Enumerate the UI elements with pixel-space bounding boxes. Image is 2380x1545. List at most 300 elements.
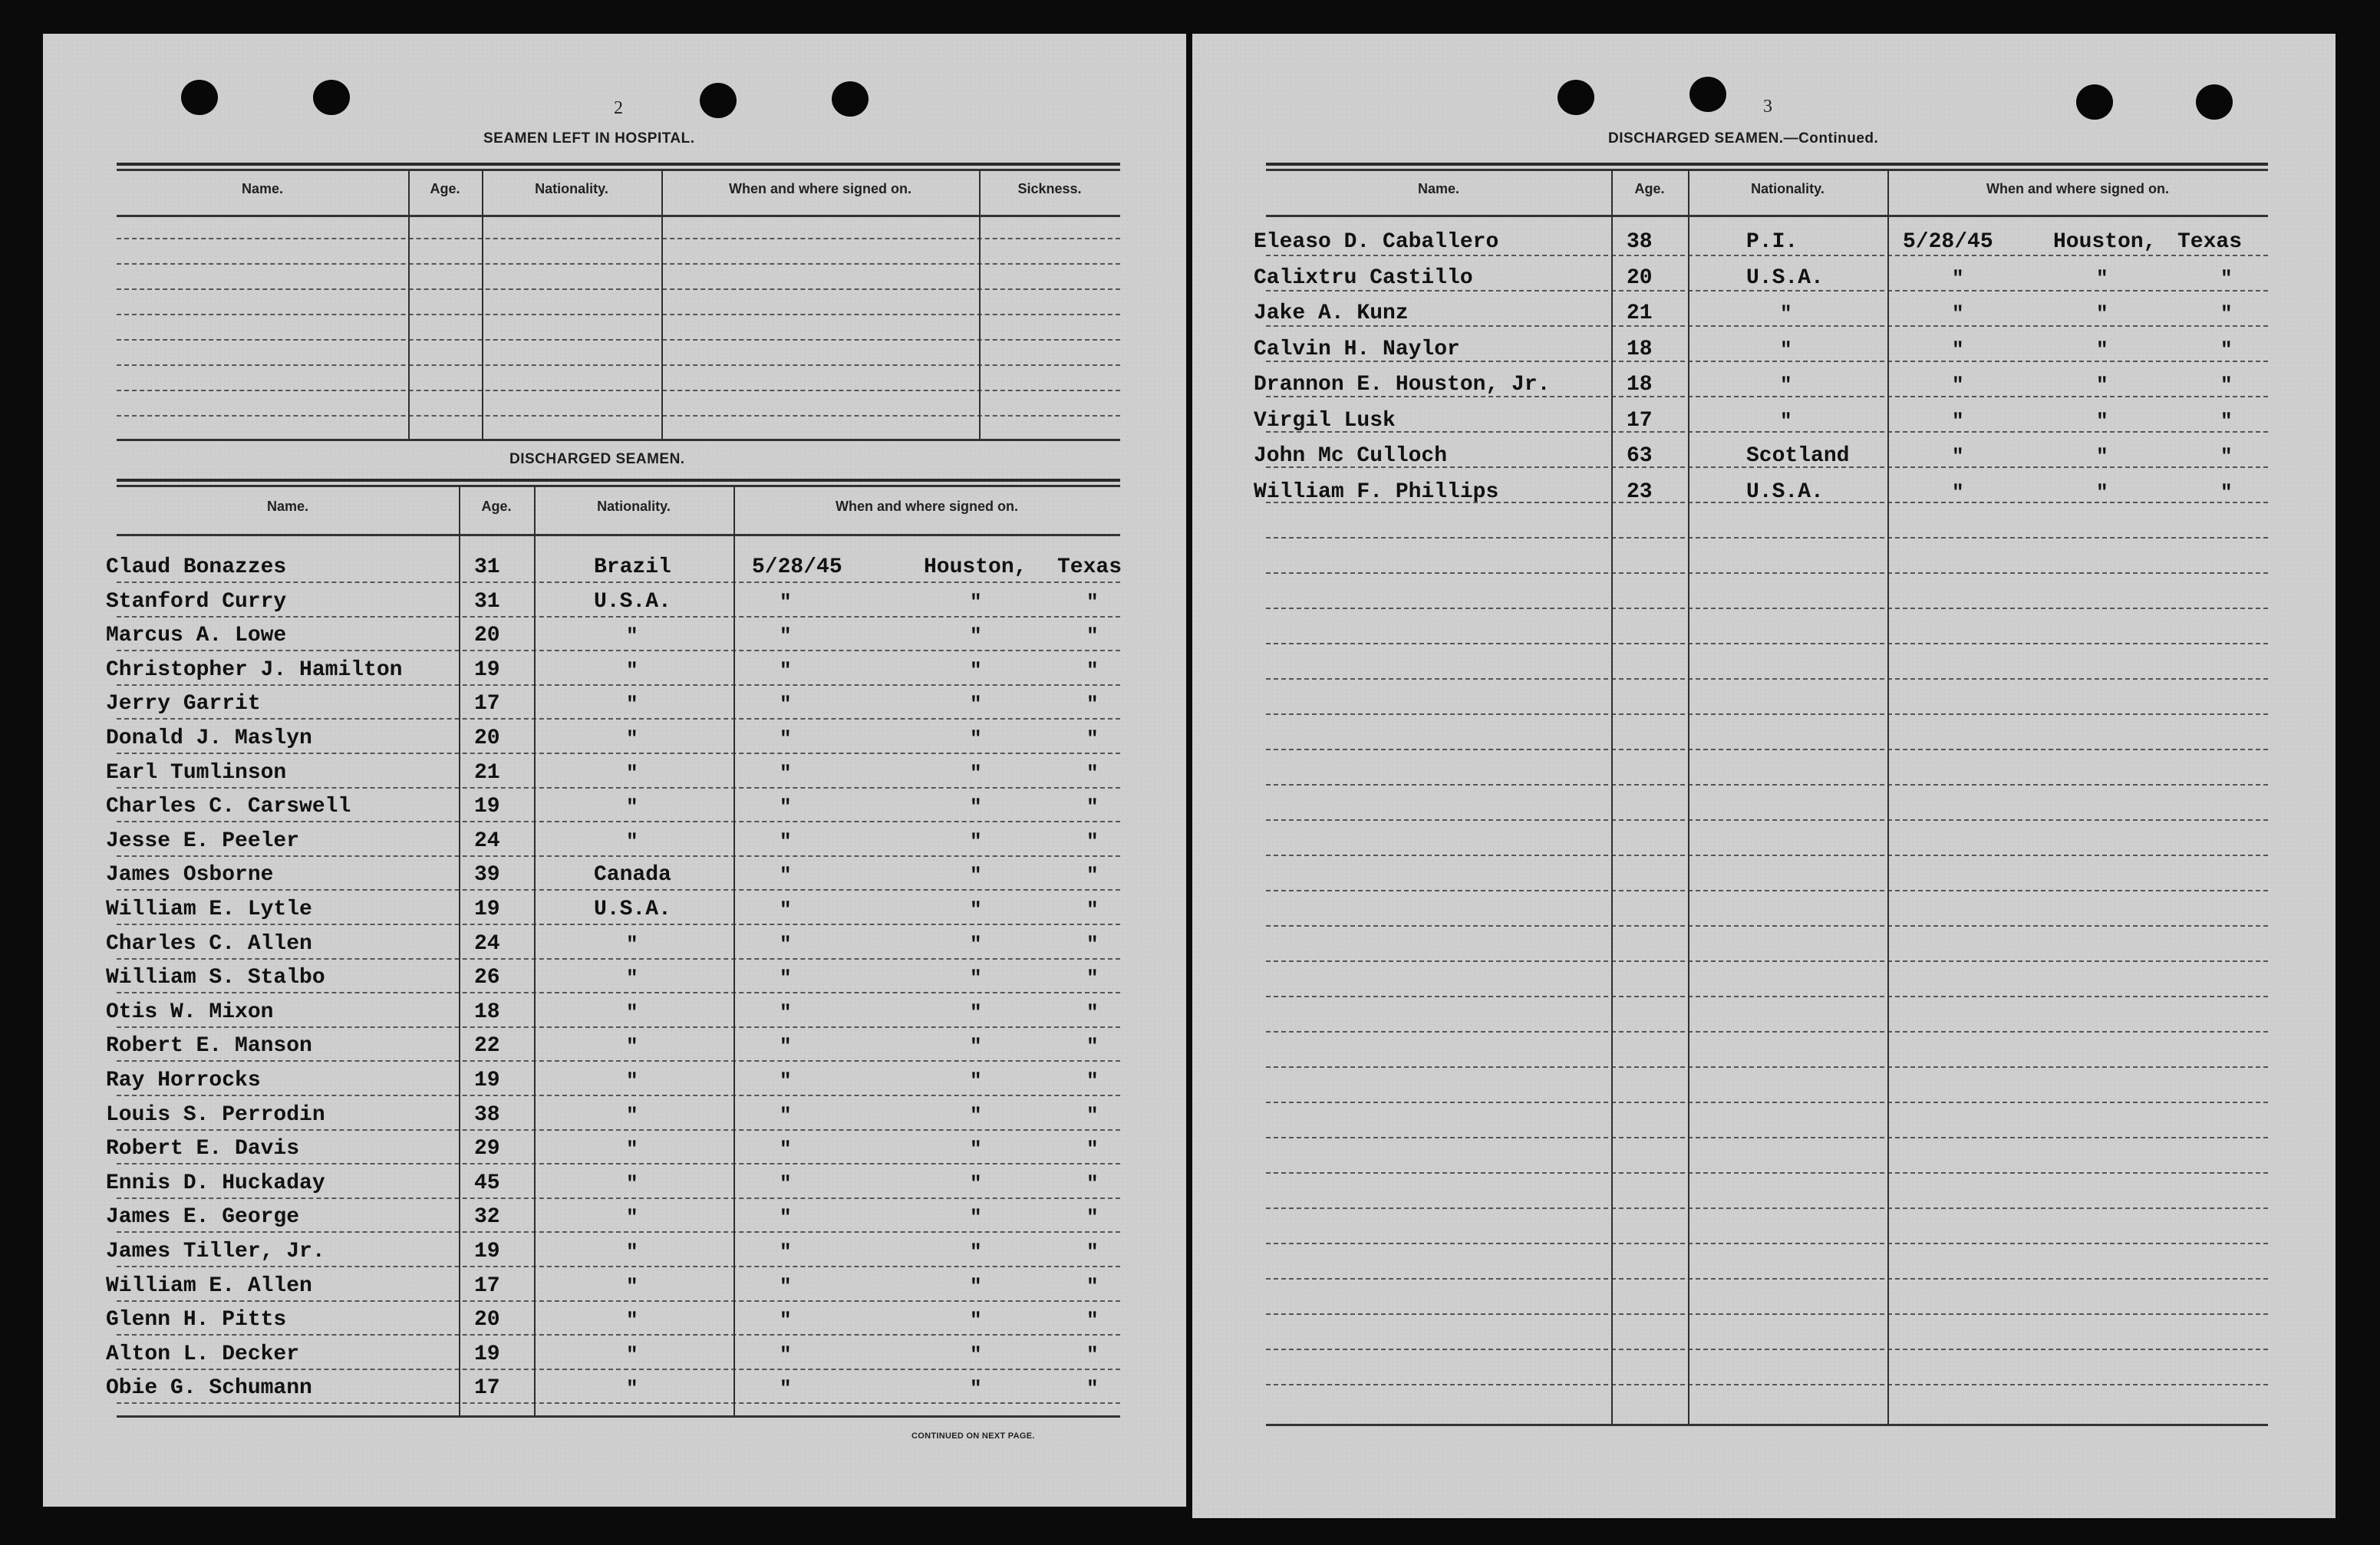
signed-on-city: " xyxy=(2096,338,2108,361)
signed-on-state: " xyxy=(2220,410,2233,433)
table-rule xyxy=(117,787,1120,789)
signed-on-date: " xyxy=(1952,374,1964,397)
column-divider xyxy=(733,486,735,1415)
signed-on-city: Houston, xyxy=(2053,230,2157,254)
punch-hole xyxy=(1689,77,1726,112)
seaman-name: Christopher J. Hamilton xyxy=(106,658,403,682)
table-rule xyxy=(117,1060,1120,1062)
table-rule xyxy=(117,163,1120,166)
signed-on-state: " xyxy=(1086,1001,1099,1024)
signed-on-state: " xyxy=(2220,374,2233,397)
table-rule xyxy=(117,924,1120,925)
table-rule xyxy=(1266,749,2268,750)
signed-on-date: " xyxy=(780,693,792,716)
seaman-name: William E. Lytle xyxy=(106,898,312,921)
signed-on-date: " xyxy=(780,727,792,750)
signed-on-state: " xyxy=(2220,445,2233,468)
table-rule xyxy=(1266,290,2268,292)
seaman-name: Ray Horrocks xyxy=(106,1069,261,1092)
signed-on-city: " xyxy=(970,1138,982,1161)
seaman-age: 18 xyxy=(474,1000,500,1024)
seaman-name: Robert E. Manson xyxy=(106,1034,312,1058)
seaman-name: Marcus A. Lowe xyxy=(106,624,287,647)
seaman-name: James E. George xyxy=(106,1205,300,1229)
seaman-age: 20 xyxy=(474,1308,500,1332)
signed-on-city: " xyxy=(970,1069,982,1092)
table-rule xyxy=(117,1334,1120,1336)
table-rule xyxy=(1266,163,2268,166)
seaman-name: Calvin H. Naylor xyxy=(1254,338,1460,361)
column-divider xyxy=(979,170,981,439)
column-header: When and where signed on. xyxy=(728,181,912,196)
table-rule xyxy=(117,1402,1120,1404)
signed-on-state: " xyxy=(1086,1138,1099,1161)
signed-on-state: " xyxy=(1086,762,1099,785)
table-rule xyxy=(1266,1137,2268,1138)
signed-on-city: " xyxy=(2096,302,2108,325)
seaman-age: 19 xyxy=(474,1069,500,1092)
seaman-nationality: " xyxy=(626,762,638,785)
signed-on-state: " xyxy=(1086,1172,1099,1195)
signed-on-city: " xyxy=(2096,481,2108,504)
table-rule xyxy=(117,1231,1120,1233)
signed-on-state: " xyxy=(1086,1275,1099,1298)
seaman-age: 23 xyxy=(1627,480,1653,504)
seaman-name: Ennis D. Huckaday xyxy=(106,1171,325,1195)
page-number: 3 xyxy=(1763,97,1772,117)
table-rule xyxy=(1266,466,2268,468)
seaman-age: 26 xyxy=(474,966,500,990)
column-header: Age. xyxy=(1634,181,1665,196)
seaman-age: 17 xyxy=(474,1376,500,1400)
table-rule xyxy=(1266,890,2268,891)
table-rule xyxy=(1266,925,2268,927)
table-rule xyxy=(117,415,1120,417)
seaman-nationality: " xyxy=(626,1035,638,1058)
seaman-nationality: " xyxy=(626,1001,638,1024)
table-rule xyxy=(1266,960,2268,962)
seaman-nationality: " xyxy=(1780,410,1792,433)
punch-hole xyxy=(700,83,737,118)
table-rule xyxy=(117,821,1120,822)
signed-on-city: " xyxy=(970,864,982,887)
signed-on-state: " xyxy=(1086,933,1099,956)
seaman-name: William F. Phillips xyxy=(1254,480,1499,504)
table-rule xyxy=(117,1300,1120,1302)
seaman-nationality: " xyxy=(626,1069,638,1092)
table-rule xyxy=(117,718,1120,720)
table-rule xyxy=(1266,1313,2268,1315)
signed-on-state: " xyxy=(1086,1377,1099,1400)
column-header: Age. xyxy=(430,181,460,196)
signed-on-state: " xyxy=(1086,1069,1099,1092)
signed-on-state: " xyxy=(2220,267,2233,290)
signed-on-state: Texas xyxy=(2177,230,2243,254)
signed-on-city: " xyxy=(2096,267,2108,290)
seaman-age: 19 xyxy=(474,658,500,682)
signed-on-city: " xyxy=(2096,445,2108,468)
signed-on-date: " xyxy=(780,1069,792,1092)
signed-on-city: " xyxy=(970,693,982,716)
table-rule xyxy=(117,581,1120,583)
column-divider xyxy=(459,486,460,1415)
continued-section-title: DISCHARGED SEAMEN.—Continued. xyxy=(1608,130,1879,147)
signed-on-city: " xyxy=(970,762,982,785)
seaman-age: 63 xyxy=(1627,444,1653,468)
column-header: Name. xyxy=(266,499,309,514)
signed-on-city: " xyxy=(970,1240,982,1263)
signed-on-date: " xyxy=(780,1275,792,1298)
seaman-name: Claud Bonazzes xyxy=(106,555,287,579)
signed-on-state: " xyxy=(1086,1104,1099,1127)
seaman-nationality: " xyxy=(626,1240,638,1263)
seaman-name: William E. Allen xyxy=(106,1274,312,1298)
signed-on-state: Texas xyxy=(1057,555,1122,579)
right-page xyxy=(1192,34,2335,1518)
table-rule xyxy=(117,238,1120,239)
column-header: Nationality. xyxy=(535,181,608,196)
signed-on-city: " xyxy=(970,967,982,990)
signed-on-date: " xyxy=(1952,410,1964,433)
signed-on-date: 5/28/45 xyxy=(1903,230,1993,254)
table-rule xyxy=(117,1095,1120,1096)
signed-on-city: " xyxy=(970,1104,982,1127)
column-header: Nationality. xyxy=(597,499,671,514)
signed-on-date: " xyxy=(780,659,792,682)
signed-on-state: " xyxy=(1086,624,1099,647)
table-rule xyxy=(1266,1172,2268,1174)
table-rule xyxy=(117,616,1120,618)
signed-on-date: " xyxy=(1952,267,1964,290)
seaman-name: Louis S. Perrodin xyxy=(106,1103,325,1127)
seaman-name: Eleaso D. Caballero xyxy=(1254,230,1499,254)
table-rule xyxy=(1266,784,2268,786)
column-header: When and where signed on. xyxy=(835,499,1019,514)
seaman-name: William S. Stalbo xyxy=(106,966,325,990)
seaman-age: 31 xyxy=(474,555,500,579)
continued-note: CONTINUED ON NEXT PAGE. xyxy=(911,1431,1035,1441)
seaman-age: 31 xyxy=(474,590,500,614)
column-divider xyxy=(1688,170,1689,1424)
table-rule xyxy=(117,1369,1120,1370)
seaman-nationality: " xyxy=(626,796,638,819)
seaman-name: Calixtru Castillo xyxy=(1254,266,1473,290)
table-rule xyxy=(117,169,1120,171)
seaman-nationality: " xyxy=(626,727,638,750)
seaman-name: Obie G. Schumann xyxy=(106,1376,312,1400)
seaman-name: Charles C. Carswell xyxy=(106,795,351,819)
seaman-nationality: U.S.A. xyxy=(594,898,671,921)
seaman-nationality: " xyxy=(626,1343,638,1366)
seaman-nationality: " xyxy=(626,1377,638,1400)
seaman-age: 17 xyxy=(474,1274,500,1298)
seaman-nationality: Brazil xyxy=(594,555,671,579)
table-rule xyxy=(117,215,1120,217)
table-rule xyxy=(1266,608,2268,609)
column-divider xyxy=(408,170,410,439)
signed-on-state: " xyxy=(1086,1035,1099,1058)
signed-on-city: " xyxy=(2096,410,2108,433)
table-rule xyxy=(1266,819,2268,821)
seaman-age: 20 xyxy=(474,624,500,647)
table-rule xyxy=(1266,1102,2268,1103)
table-rule xyxy=(117,1266,1120,1267)
seaman-nationality: " xyxy=(626,1206,638,1229)
table-rule xyxy=(117,1163,1120,1165)
column-divider xyxy=(482,170,483,439)
signed-on-state: " xyxy=(1086,967,1099,990)
seaman-nationality: Scotland xyxy=(1746,444,1850,468)
signed-on-date: " xyxy=(780,796,792,819)
table-rule xyxy=(117,439,1120,441)
signed-on-date: " xyxy=(780,1104,792,1127)
table-rule xyxy=(1266,502,2268,503)
seaman-name: Jerry Garrit xyxy=(106,692,261,716)
signed-on-date: " xyxy=(1952,481,1964,504)
signed-on-date: " xyxy=(780,1377,792,1400)
seaman-nationality: " xyxy=(626,830,638,853)
signed-on-date: " xyxy=(780,1035,792,1058)
seaman-nationality: " xyxy=(1780,302,1792,325)
seaman-name: Jake A. Kunz xyxy=(1254,301,1409,325)
signed-on-city: " xyxy=(970,727,982,750)
seaman-name: Virgil Lusk xyxy=(1254,409,1396,433)
seaman-name: John Mc Culloch xyxy=(1254,444,1448,468)
signed-on-date: " xyxy=(780,864,792,887)
table-rule xyxy=(117,485,1120,487)
seaman-nationality: " xyxy=(626,1172,638,1195)
punch-hole xyxy=(1558,80,1594,115)
signed-on-state: " xyxy=(1086,1309,1099,1332)
table-rule xyxy=(1266,255,2268,256)
signed-on-city: " xyxy=(970,933,982,956)
table-rule xyxy=(117,534,1120,536)
table-rule xyxy=(1266,713,2268,715)
seaman-age: 20 xyxy=(474,726,500,750)
seaman-age: 19 xyxy=(474,1342,500,1366)
signed-on-date: " xyxy=(780,1001,792,1024)
table-rule xyxy=(117,958,1120,960)
signed-on-date: " xyxy=(780,1343,792,1366)
table-rule xyxy=(117,753,1120,754)
signed-on-date: " xyxy=(780,898,792,921)
table-rule xyxy=(117,889,1120,891)
table-rule xyxy=(1266,996,2268,997)
table-rule xyxy=(1266,855,2268,856)
signed-on-city: " xyxy=(970,659,982,682)
seaman-age: 24 xyxy=(474,932,500,956)
signed-on-date: " xyxy=(780,591,792,614)
hospital-section-title: SEAMEN LEFT IN HOSPITAL. xyxy=(483,130,695,147)
seaman-age: 21 xyxy=(474,761,500,785)
signed-on-state: " xyxy=(2220,302,2233,325)
seaman-nationality: U.S.A. xyxy=(594,590,671,614)
seaman-nationality: U.S.A. xyxy=(1746,266,1824,290)
seaman-age: 17 xyxy=(474,692,500,716)
table-rule xyxy=(117,684,1120,686)
seaman-nationality: " xyxy=(626,1138,638,1161)
signed-on-state: " xyxy=(1086,864,1099,887)
signed-on-city: Houston, xyxy=(924,555,1027,579)
signed-on-date: " xyxy=(780,1206,792,1229)
seaman-nationality: " xyxy=(626,659,638,682)
signed-on-state: " xyxy=(1086,1206,1099,1229)
discharged-section-title: DISCHARGED SEAMEN. xyxy=(509,451,685,467)
signed-on-date: " xyxy=(780,762,792,785)
signed-on-date: " xyxy=(780,624,792,647)
signed-on-city: " xyxy=(970,830,982,853)
table-rule xyxy=(1266,1349,2268,1350)
seaman-name: Alton L. Decker xyxy=(106,1342,300,1366)
table-rule xyxy=(117,364,1120,366)
table-rule xyxy=(1266,1243,2268,1244)
seaman-name: Otis W. Mixon xyxy=(106,1000,274,1024)
punch-hole xyxy=(2076,84,2113,120)
signed-on-state: " xyxy=(1086,898,1099,921)
seaman-age: 21 xyxy=(1627,301,1653,325)
signed-on-date: " xyxy=(780,1138,792,1161)
seaman-age: 18 xyxy=(1627,338,1653,361)
signed-on-city: " xyxy=(970,1377,982,1400)
column-header: Sickness. xyxy=(1017,181,1082,196)
signed-on-city: " xyxy=(970,1343,982,1366)
signed-on-city: " xyxy=(970,1001,982,1024)
table-rule xyxy=(1266,396,2268,397)
punch-hole xyxy=(313,80,350,115)
column-header: Age. xyxy=(481,499,512,514)
seaman-age: 17 xyxy=(1627,409,1653,433)
signed-on-state: " xyxy=(2220,481,2233,504)
seaman-age: 45 xyxy=(474,1171,500,1195)
column-header: When and where signed on. xyxy=(1986,181,2170,196)
signed-on-date: 5/28/45 xyxy=(752,555,842,579)
column-divider xyxy=(534,486,536,1415)
seaman-age: 38 xyxy=(474,1103,500,1127)
table-rule xyxy=(1266,361,2268,362)
punch-hole xyxy=(2196,84,2233,120)
seaman-name: Drannon E. Houston, Jr. xyxy=(1254,373,1551,397)
table-rule xyxy=(1266,1207,2268,1209)
table-rule xyxy=(1266,643,2268,644)
signed-on-state: " xyxy=(1086,830,1099,853)
signed-on-state: " xyxy=(1086,591,1099,614)
signed-on-city: " xyxy=(970,1309,982,1332)
punch-hole xyxy=(181,80,218,115)
table-rule xyxy=(117,1026,1120,1028)
seaman-age: 19 xyxy=(474,795,500,819)
signed-on-city: " xyxy=(970,624,982,647)
left-page xyxy=(43,34,1186,1507)
signed-on-date: " xyxy=(780,1240,792,1263)
seaman-name: James Tiller, Jr. xyxy=(106,1240,325,1263)
table-rule xyxy=(117,1415,1120,1418)
column-header: Name. xyxy=(241,181,284,196)
table-rule xyxy=(1266,537,2268,539)
seaman-nationality: " xyxy=(626,624,638,647)
column-header: Name. xyxy=(1417,181,1460,196)
table-rule xyxy=(117,650,1120,651)
seaman-nationality: U.S.A. xyxy=(1746,480,1824,504)
signed-on-city: " xyxy=(970,898,982,921)
seaman-age: 24 xyxy=(474,829,500,853)
signed-on-date: " xyxy=(1952,445,1964,468)
seaman-age: 32 xyxy=(474,1205,500,1229)
signed-on-date: " xyxy=(780,830,792,853)
seaman-name: Charles C. Allen xyxy=(106,932,312,956)
punch-hole xyxy=(832,81,869,117)
table-rule xyxy=(1266,1278,2268,1280)
signed-on-state: " xyxy=(1086,1343,1099,1366)
table-rule xyxy=(1266,215,2268,217)
table-rule xyxy=(117,339,1120,341)
signed-on-city: " xyxy=(970,1172,982,1195)
seaman-age: 18 xyxy=(1627,373,1653,397)
signed-on-city: " xyxy=(2096,374,2108,397)
seaman-age: 19 xyxy=(474,898,500,921)
table-rule xyxy=(117,1197,1120,1199)
table-rule xyxy=(1266,1031,2268,1033)
table-rule xyxy=(1266,431,2268,433)
signed-on-date: " xyxy=(780,933,792,956)
seaman-age: 19 xyxy=(474,1240,500,1263)
signed-on-state: " xyxy=(1086,727,1099,750)
seaman-age: 22 xyxy=(474,1034,500,1058)
signed-on-state: " xyxy=(1086,1240,1099,1263)
seaman-nationality: " xyxy=(1780,338,1792,361)
seaman-age: 39 xyxy=(474,863,500,887)
signed-on-state: " xyxy=(1086,693,1099,716)
table-rule xyxy=(117,288,1120,290)
column-divider xyxy=(1611,170,1613,1424)
seaman-name: Stanford Curry xyxy=(106,590,287,614)
table-rule xyxy=(117,1129,1120,1131)
signed-on-date: " xyxy=(780,1172,792,1195)
signed-on-city: " xyxy=(970,591,982,614)
signed-on-state: " xyxy=(1086,796,1099,819)
seaman-nationality: " xyxy=(626,1104,638,1127)
seaman-name: James Osborne xyxy=(106,863,274,887)
seaman-name: Jesse E. Peeler xyxy=(106,829,300,853)
seaman-nationality: " xyxy=(626,1309,638,1332)
signed-on-city: " xyxy=(970,796,982,819)
table-rule xyxy=(117,390,1120,391)
signed-on-city: " xyxy=(970,1035,982,1058)
table-rule xyxy=(117,314,1120,315)
table-rule xyxy=(117,479,1120,482)
table-rule xyxy=(1266,678,2268,680)
table-rule xyxy=(1266,325,2268,327)
seaman-nationality: " xyxy=(626,967,638,990)
page-number: 2 xyxy=(614,98,623,118)
signed-on-date: " xyxy=(1952,302,1964,325)
table-rule xyxy=(117,855,1120,857)
signed-on-date: " xyxy=(780,967,792,990)
seaman-age: 29 xyxy=(474,1137,500,1161)
signed-on-city: " xyxy=(970,1275,982,1298)
signed-on-date: " xyxy=(1952,338,1964,361)
seaman-name: Donald J. Maslyn xyxy=(106,726,312,750)
column-divider xyxy=(661,170,663,439)
table-rule xyxy=(1266,1424,2268,1426)
seaman-nationality: " xyxy=(1780,374,1792,397)
seaman-age: 38 xyxy=(1627,230,1653,254)
seaman-nationality: Canada xyxy=(594,863,671,887)
signed-on-date: " xyxy=(780,1309,792,1332)
table-rule xyxy=(117,992,1120,993)
signed-on-city: " xyxy=(970,1206,982,1229)
table-rule xyxy=(117,263,1120,265)
seaman-name: Glenn H. Pitts xyxy=(106,1308,287,1332)
